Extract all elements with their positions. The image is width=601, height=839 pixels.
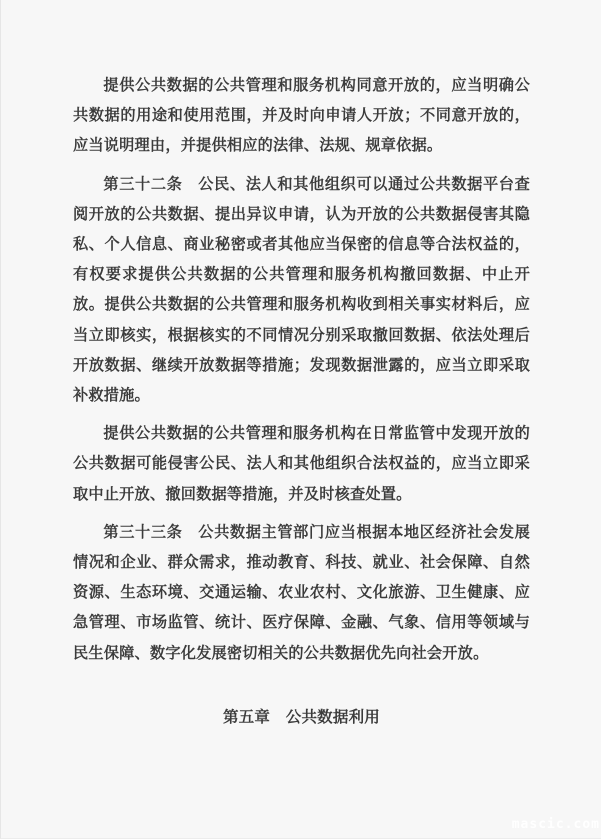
paragraph-open-consent: 提供公共数据的公共管理和服务机构同意开放的，应当明确公共数据的用途和使用范围，并及时向申请人开放；不同意开放的，应当说明理由，并提供相应的法律、法规、规章依据。 bbox=[73, 76, 530, 155]
watermark-text: mascic.com bbox=[511, 817, 600, 832]
paragraph-article-33: 第三十三条 公共数据主管部门应当根据本地区经济社会发展情况和企业、群众需求，推动教育、科技、就业、社会保障、自然资源、生态环境、交通运输、农业农村、文化旅游、卫生健康、应急管理、市场监管、统计、医疗保障、金融、气象、信用等领域与民生保障、数字化发展密切相关的公共数据优先向社会开放。 bbox=[73, 522, 530, 662]
chapter-heading: 第五章 公共数据利用 bbox=[222, 707, 380, 726]
paragraph-article-32: 第三十二条 公民、法人和其他组织可以通过公共数据平台查阅开放的公共数据、提出异议申请，认为开放的公共数据侵害其隐私、个人信息、商业秘密或者其他应当保密的信息等合法权益的，有权要求提供公共数据的公共管理和服务机构撤回数据、中止开放。提供公共数据的公共管理和服务机构收到相关事实材料后，应当立即核实，根据核实的不同情况分别采取撤回数据、依法处理后开放数据、继续开放数据等措施；发现数据泄露的，应当立即采取补救措施。 bbox=[73, 174, 530, 405]
paragraph-daily-supervision: 提供公共数据的公共管理和服务机构在日常监管中发现开放的公共数据可能侵害公民、法人和其他组织合法权益的，应当立即采取中止开放、撤回数据等措施，并及时核查处置。 bbox=[73, 424, 530, 503]
